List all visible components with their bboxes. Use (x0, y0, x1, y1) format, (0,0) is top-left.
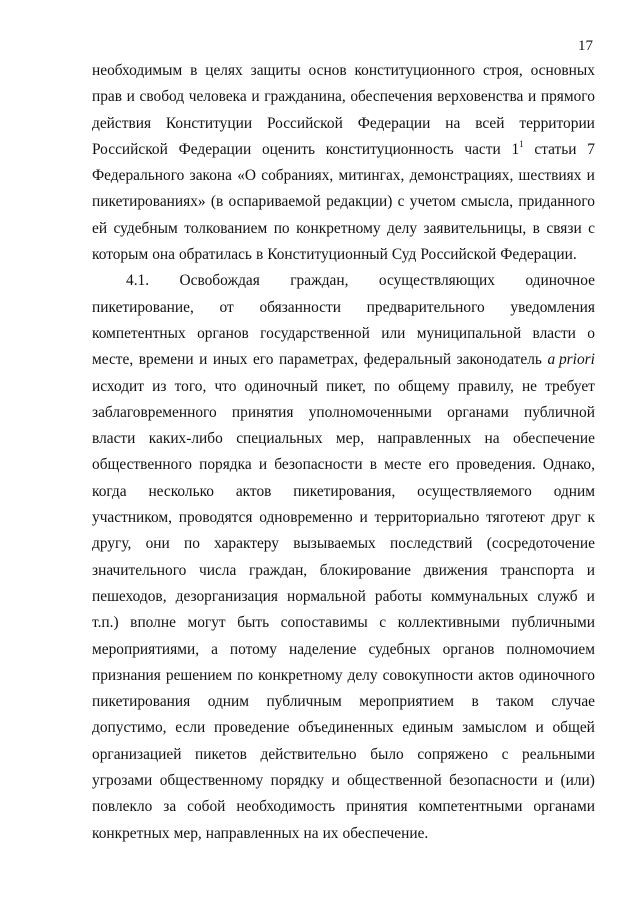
word: и (258, 456, 268, 474)
word: гражданина, (264, 88, 346, 106)
word: последствий (389, 535, 473, 553)
word: параметрах, (278, 351, 359, 369)
word: по (183, 535, 200, 553)
word: обеспечение (513, 430, 595, 448)
word: значительного (92, 561, 187, 579)
word: делу (387, 219, 418, 237)
text-line (92, 400, 595, 426)
page-number: 17 (578, 38, 593, 54)
word: редакции) (326, 193, 393, 211)
word: проведения. (456, 456, 536, 474)
word: или (381, 324, 406, 342)
word: мероприятиями, (92, 640, 200, 658)
word: общественного (92, 456, 192, 474)
word: компетентными (418, 798, 523, 816)
word: замыслом (462, 719, 527, 737)
text-line (92, 163, 595, 189)
word: быть (237, 614, 270, 632)
word: Конституционный (267, 246, 388, 264)
text-line (92, 189, 595, 215)
text-line (92, 111, 595, 137)
word: и (126, 88, 135, 106)
word: таком (496, 693, 534, 711)
word: принятия (346, 798, 408, 816)
word: случае (551, 693, 595, 711)
word: исходит (92, 377, 145, 395)
word: органов (197, 324, 249, 342)
word: Освобождая (179, 272, 260, 290)
word: федеральный (363, 351, 452, 369)
word: делу (347, 666, 378, 684)
word: обязанности (259, 298, 341, 316)
word: она (152, 246, 175, 264)
word: времени (138, 351, 194, 369)
word: одним (553, 482, 595, 500)
word: и (544, 772, 554, 790)
word: прав (92, 88, 123, 106)
text-line (92, 84, 595, 110)
word: мероприятием (359, 693, 454, 711)
word: числа (198, 561, 237, 579)
word: транспорта (500, 561, 575, 579)
word: того, (174, 377, 207, 395)
word: власти (532, 324, 576, 342)
word: конституционного (354, 62, 476, 79)
word: всей (475, 114, 505, 132)
word: осуществляемого (417, 482, 532, 500)
word: в (255, 246, 264, 264)
word: заявительницы, (423, 219, 527, 237)
word: специальных (236, 430, 323, 448)
word: демонстрациях, (409, 167, 514, 185)
word: связи (546, 219, 582, 237)
word: собраниях, (261, 167, 334, 185)
word: совокупности (382, 666, 474, 684)
word: организацией (92, 745, 182, 763)
word: они (145, 535, 170, 553)
word: служб (537, 587, 578, 605)
word: Федерации (178, 140, 252, 158)
word: мер, (173, 824, 202, 842)
word: пикетирование, (92, 298, 194, 316)
text-line (92, 479, 595, 505)
word: верховенства (437, 88, 524, 106)
word: органами (533, 798, 595, 816)
word: в (369, 456, 378, 474)
word: иных (212, 351, 248, 369)
text-line (92, 268, 595, 294)
word: безопасности (274, 456, 363, 474)
word: конституционность (325, 140, 454, 158)
word: из (152, 377, 167, 395)
text-line (92, 663, 595, 689)
word: митингах, (338, 167, 405, 185)
word: законодатель (456, 351, 542, 369)
word: реальными (522, 745, 595, 763)
word: судебных (368, 640, 431, 658)
word: характеру (214, 535, 279, 553)
word: движения (423, 561, 488, 579)
word: строя, (482, 62, 523, 79)
word: одним (207, 693, 250, 711)
text-line (92, 715, 595, 741)
word: угрозами (92, 772, 153, 790)
word: проведение (214, 719, 290, 737)
word: в (532, 219, 540, 237)
word: действительно (260, 745, 357, 763)
word: актов (235, 482, 272, 500)
text-line (92, 216, 595, 242)
text-line (92, 637, 595, 663)
word: на (303, 824, 319, 842)
word: сопряжено (417, 745, 489, 763)
word: органами (447, 403, 509, 421)
text-line (92, 137, 595, 163)
word: коммунальных (430, 587, 529, 605)
word: полномочием (506, 640, 595, 658)
word: пикетирования, (293, 482, 396, 500)
word: органов (442, 640, 495, 658)
text-line (92, 558, 595, 584)
word: заблаговременного (92, 403, 217, 421)
word: действия (92, 114, 152, 132)
word: месте, (92, 351, 134, 369)
word: и (527, 88, 537, 106)
word: публичной (523, 403, 595, 421)
text-line (92, 794, 595, 820)
word: (или) (560, 772, 595, 790)
word: на (445, 114, 461, 132)
word: 7 (587, 140, 595, 158)
text-line (92, 584, 595, 610)
word: с (379, 614, 387, 632)
word: дезорганизация (175, 587, 278, 605)
word: по (374, 377, 390, 395)
word: коллективными (397, 614, 501, 632)
word: участником, (92, 509, 172, 527)
word: и (251, 88, 260, 106)
word: одиночный (244, 377, 318, 395)
word: правилу, (457, 377, 514, 395)
word: основ (308, 62, 347, 79)
text-line (92, 610, 595, 636)
text-line (92, 768, 595, 794)
document-body (92, 58, 595, 847)
word: части (464, 140, 501, 158)
footnote-superscript: 1 (519, 138, 524, 149)
word: конкретных (92, 824, 170, 842)
text-line (92, 531, 595, 557)
word: по (237, 666, 254, 684)
word: нормальной (286, 587, 366, 605)
word: и (331, 772, 340, 790)
word: к (587, 509, 595, 527)
word: Суд (391, 246, 417, 264)
word: оспариваемой (228, 193, 321, 211)
word: собой (187, 798, 226, 816)
word: толкованием (184, 219, 268, 237)
word: другу, (92, 535, 132, 553)
text-line (92, 426, 595, 452)
word: предварительного (366, 298, 485, 316)
word: друг (551, 509, 581, 527)
word: власти (92, 430, 136, 448)
word: если (175, 719, 206, 737)
word: территориально (374, 509, 480, 527)
text-line (92, 321, 595, 347)
word: несколько (148, 482, 214, 500)
word: Российской (266, 114, 343, 132)
text-line (92, 242, 595, 268)
word: публичным (266, 693, 342, 711)
word: когда (92, 482, 127, 500)
word: направленных (205, 824, 300, 842)
word: Российской (420, 246, 497, 264)
word: его (252, 351, 274, 369)
text-line (92, 821, 595, 847)
word: необходимым (92, 62, 183, 79)
word: судебным (113, 219, 178, 237)
word: защиты (250, 62, 301, 79)
word: на (484, 430, 500, 448)
word: допустимо, (92, 719, 167, 737)
text-line (92, 58, 595, 84)
word: закона (189, 167, 232, 185)
word: вполне (130, 614, 176, 632)
text-line (92, 742, 595, 768)
text-line (92, 505, 595, 531)
word: (сосредоточение (486, 535, 595, 553)
word: мер, (335, 430, 365, 448)
word: пикетов (195, 745, 247, 763)
word: о (587, 324, 595, 342)
word: порядку (270, 772, 325, 790)
text-line (92, 295, 595, 321)
word: сопоставимы (280, 614, 368, 632)
word: человека (188, 88, 247, 106)
word: актов (478, 666, 514, 684)
word: и (359, 509, 368, 527)
word: их (322, 824, 339, 842)
word: одиночное (525, 272, 595, 290)
word: общей (552, 719, 595, 737)
word: целях (205, 62, 243, 79)
word: учетом (409, 193, 456, 211)
word: смысла, (460, 193, 514, 211)
word: с (501, 745, 509, 763)
word: и (586, 561, 595, 579)
word: одиночного (518, 666, 595, 684)
word: Федерации (357, 114, 431, 132)
word: уведомления (510, 298, 595, 316)
word: общественной (347, 772, 442, 790)
word: Федерации. (500, 246, 577, 264)
word: решением (165, 666, 233, 684)
word: единым (402, 719, 454, 737)
word: пикетирования (92, 693, 191, 711)
word: статьи (534, 140, 577, 158)
word: и (586, 167, 595, 185)
word: работы (374, 587, 422, 605)
word: месте (384, 456, 422, 474)
word: прямого (540, 88, 595, 106)
word: оценить (261, 140, 315, 158)
word: необходимость (236, 798, 336, 816)
word: муниципальной (416, 324, 522, 342)
word: могут (187, 614, 226, 632)
word: с (397, 193, 405, 211)
text-line (92, 689, 595, 715)
word: (в (210, 193, 224, 211)
word: принятия (231, 403, 294, 421)
word: что (214, 377, 237, 395)
word: основных (530, 62, 595, 79)
word: объединенных (298, 719, 394, 737)
word: уполномоченными (308, 403, 432, 421)
text-line (92, 374, 595, 400)
word: повлекло (92, 798, 153, 816)
word: ей (92, 219, 108, 237)
word: пикет, (326, 377, 366, 395)
word: $1^1$ (511, 138, 524, 158)
word: не (521, 377, 538, 395)
word: проводятся (178, 509, 253, 527)
word: за (163, 798, 177, 816)
word: государственной (260, 324, 370, 342)
word: вызываемых (293, 535, 376, 553)
word: a priori (547, 351, 595, 369)
word: его (428, 456, 450, 474)
word: тяготеют (486, 509, 545, 527)
word: признания (92, 666, 161, 684)
word: 4.1. (126, 272, 150, 290)
word: безопасности (449, 772, 538, 790)
word: одновременно (259, 509, 353, 527)
word: с (588, 219, 595, 237)
word: обеспечение. (342, 824, 429, 842)
word: в (190, 62, 198, 79)
word: публичными (511, 614, 595, 632)
word: конкретному (258, 666, 343, 684)
word: территории (519, 114, 595, 132)
word: свобод (139, 88, 185, 106)
word: потому (229, 640, 277, 658)
word: обратилась (178, 246, 252, 264)
word: граждан, (290, 272, 349, 290)
word: общественному (159, 772, 264, 790)
word: пешеходов, (92, 587, 167, 605)
text-line (92, 347, 595, 373)
word: направленных (377, 430, 472, 448)
word: конкретному (296, 219, 381, 237)
word: которым (92, 246, 149, 264)
word: «О (237, 167, 257, 185)
word: пикетированиях» (92, 193, 206, 211)
word: Однако, (542, 456, 595, 474)
word: в (471, 693, 479, 711)
word: и (535, 719, 544, 737)
word: граждан, (248, 561, 308, 579)
word: т.п.) (92, 614, 119, 632)
word: порядка (199, 456, 252, 474)
word: блокирование (319, 561, 411, 579)
word: общему (398, 377, 450, 395)
word: каких-либо (148, 430, 223, 448)
word: Российской (92, 140, 168, 158)
word: по (273, 219, 290, 237)
word: от (219, 298, 234, 316)
word: осуществляющих (378, 272, 495, 290)
word: шествиях (518, 167, 582, 185)
text-line (92, 452, 595, 478)
word: наделение (288, 640, 357, 658)
word: а (211, 640, 218, 658)
word: Конституции (165, 114, 253, 132)
word: и (199, 351, 208, 369)
word: приданного (518, 193, 595, 211)
word: и (586, 587, 595, 605)
word: требует (545, 377, 595, 395)
word: обеспечения (350, 88, 433, 106)
word: Федерального (92, 167, 185, 185)
word: компетентных (92, 324, 186, 342)
word: было (370, 745, 404, 763)
